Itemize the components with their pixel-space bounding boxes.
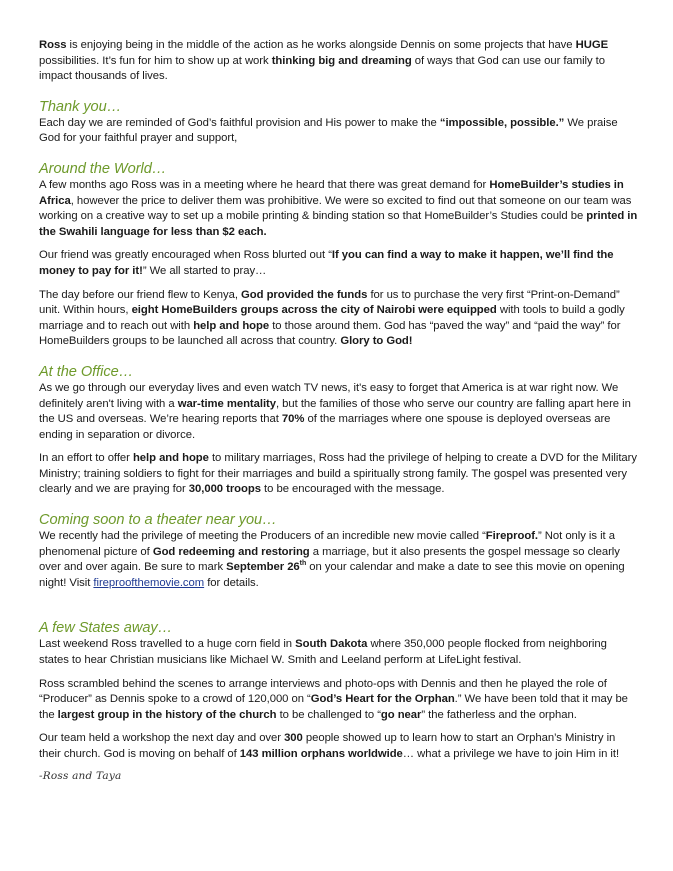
text: to be encouraged with the message. bbox=[260, 483, 445, 496]
text: .” We have been told that it may be the bbox=[39, 693, 628, 721]
text: , however the price to deliver them was prohibitive. We were so excited to find out that someone on our team was working on a creative way to set up a mobile printing & binding station so that HomeBuilder’s Studies could be bbox=[39, 194, 632, 223]
intro-paragraph bbox=[39, 38, 639, 85]
bold-text: go near bbox=[380, 708, 422, 721]
bold-text: 300 bbox=[284, 732, 303, 745]
bold-text: help and hope bbox=[132, 452, 209, 465]
text: In an effort to offer bbox=[39, 452, 133, 465]
text: Each day we are reminded of God’s faithful provision and His power to make the bbox=[39, 116, 440, 129]
text: to those around them. God has “paved the way” and “paid the way” for HomeBuilders groups to be launched all across that country. bbox=[39, 319, 621, 348]
world-paragraph-2 bbox=[39, 248, 639, 279]
bold-text: war-time mentality bbox=[177, 397, 276, 410]
bold-text: God provided the funds bbox=[241, 288, 368, 301]
text: We recently had the privilege of meeting the Producers of an incredible new movie called “ bbox=[39, 530, 486, 543]
text: As we go through our everyday lives and even watch TV news, it's easy to forget that America is at war right now. We definitely aren't living with a bbox=[39, 381, 619, 410]
bold-text bbox=[226, 561, 306, 573]
text: September 26 bbox=[226, 561, 300, 574]
text: possibilities. It’s fun for him to show up at work bbox=[39, 54, 272, 67]
bold-text: 70% bbox=[281, 413, 305, 426]
bold-text: God redeeming and restoring bbox=[152, 545, 310, 558]
office-paragraph-1 bbox=[39, 381, 639, 443]
text: is enjoying being in the middle of the action as he works alongside Dennis on some projects that have bbox=[66, 39, 576, 51]
bold-text: eight HomeBuilders groups across the city of Nairobi were equipped bbox=[131, 304, 497, 317]
text: on your calendar and make a date to see this movie on opening night! Visit bbox=[39, 561, 625, 589]
text: with tools to build a godly marriage and to reach out with bbox=[39, 304, 625, 332]
text: Our team held a workshop the next day and over bbox=[39, 732, 285, 745]
text: We praise God for your faithful prayer and support, bbox=[39, 116, 618, 145]
text: where 350,000 people flocked from neighboring states to hear Christian musicians like Michael W. Smith and Leeland perform at LifeLight festival. bbox=[39, 638, 607, 667]
text: Our friend was greatly encouraged when Ross blurted out “ bbox=[39, 249, 332, 262]
text: ” Not only is it a phenomenal picture of bbox=[39, 530, 615, 558]
bold-text: printed in the Swahili language for less than $2 each. bbox=[39, 210, 638, 238]
at-the-office-heading: At the Office… bbox=[39, 363, 134, 380]
bold-text: God’s Heart for the Orphan bbox=[310, 693, 455, 706]
bold-text: HUGE bbox=[575, 39, 609, 51]
text: Ross scrambled behind the scenes to arrange interviews and photo-ops with Dennis and then he played the role of “Producer” as Dennis spoke to a crowd of 120,000 on “ bbox=[39, 677, 607, 706]
coming-soon-heading: Coming soon to a theater near you… bbox=[39, 512, 277, 529]
superscript: th bbox=[299, 560, 307, 568]
office-paragraph-2 bbox=[39, 451, 639, 498]
bold-text: thinking big and dreaming bbox=[271, 54, 412, 67]
text: ” the fatherless and the orphan. bbox=[421, 708, 577, 721]
fireproof-website-link[interactable]: fireproofthemovie.com bbox=[93, 576, 205, 589]
text: for details. bbox=[204, 576, 259, 589]
bold-text: “impossible, possible.” bbox=[439, 116, 565, 129]
world-paragraph-1 bbox=[39, 178, 639, 240]
text: The day before our friend flew to Kenya, bbox=[39, 288, 242, 301]
text: , but the families of those who serve our country are falling apart here in the US and overseas. We’re hearing reports that bbox=[39, 397, 631, 426]
text: of ways that God can use our family to impact thousands of lives. bbox=[39, 54, 606, 83]
bold-text: largest group in the history of the church bbox=[57, 708, 277, 721]
text: people showed up to learn how to start an Orphan’s Ministry in their church. God is moving on behalf of bbox=[39, 732, 616, 760]
bold-text: Glory to God! bbox=[340, 335, 413, 348]
states-paragraph-3 bbox=[39, 731, 639, 762]
world-paragraph-3 bbox=[39, 288, 639, 350]
thank-you-heading: Thank you… bbox=[39, 98, 122, 115]
few-states-away-heading: A few States away… bbox=[39, 620, 173, 637]
states-paragraph-1 bbox=[39, 637, 639, 668]
bold-text: Ross bbox=[39, 39, 67, 51]
text: to be challenged to “ bbox=[276, 708, 381, 721]
text: to military marriages, Ross had the privilege of helping to create a DVD for the Military Ministry; training soldiers to fight for their marriages and build a spiritually strong family. The gospel was presented very clearly and we are praying for bbox=[39, 452, 637, 496]
thank-you-paragraph bbox=[39, 116, 639, 147]
text: Last weekend Ross travelled to a huge corn field in bbox=[39, 638, 296, 651]
bold-text: HomeBuilder’s studies in Africa bbox=[39, 178, 624, 207]
around-the-world-heading: Around the World… bbox=[39, 160, 167, 177]
states-paragraph-2 bbox=[39, 677, 639, 724]
text: ” We all started to pray… bbox=[142, 264, 267, 277]
text: a marriage, but it also presents the gospel message so clearly over and over again. Be sure to mark bbox=[39, 545, 620, 574]
bold-text: If you can find a way to make it happen, we’ll find the money to pay for it! bbox=[39, 249, 614, 277]
bold-text: 143 million orphans worldwide bbox=[239, 748, 403, 760]
text: for us to purchase the very first “Print-on-Demand” unit. Within hours, bbox=[39, 288, 620, 317]
theater-paragraph bbox=[39, 529, 639, 591]
text: of the marriages where one spouse is deployed overseas are ending in separation or divorce. bbox=[39, 413, 611, 441]
letter-page bbox=[39, 38, 639, 784]
bold-text: help and hope bbox=[193, 319, 270, 332]
text: A few months ago Ross was in a meeting where he heard that there was great demand for bbox=[39, 178, 490, 191]
signature: -Ross and Taya bbox=[39, 769, 122, 782]
bold-text: South Dakota bbox=[295, 638, 368, 651]
bold-text: 30,000 troops bbox=[188, 483, 261, 496]
bold-text: Fireproof. bbox=[485, 530, 538, 543]
text: … what a privilege we have to join Him in it! bbox=[402, 748, 620, 760]
